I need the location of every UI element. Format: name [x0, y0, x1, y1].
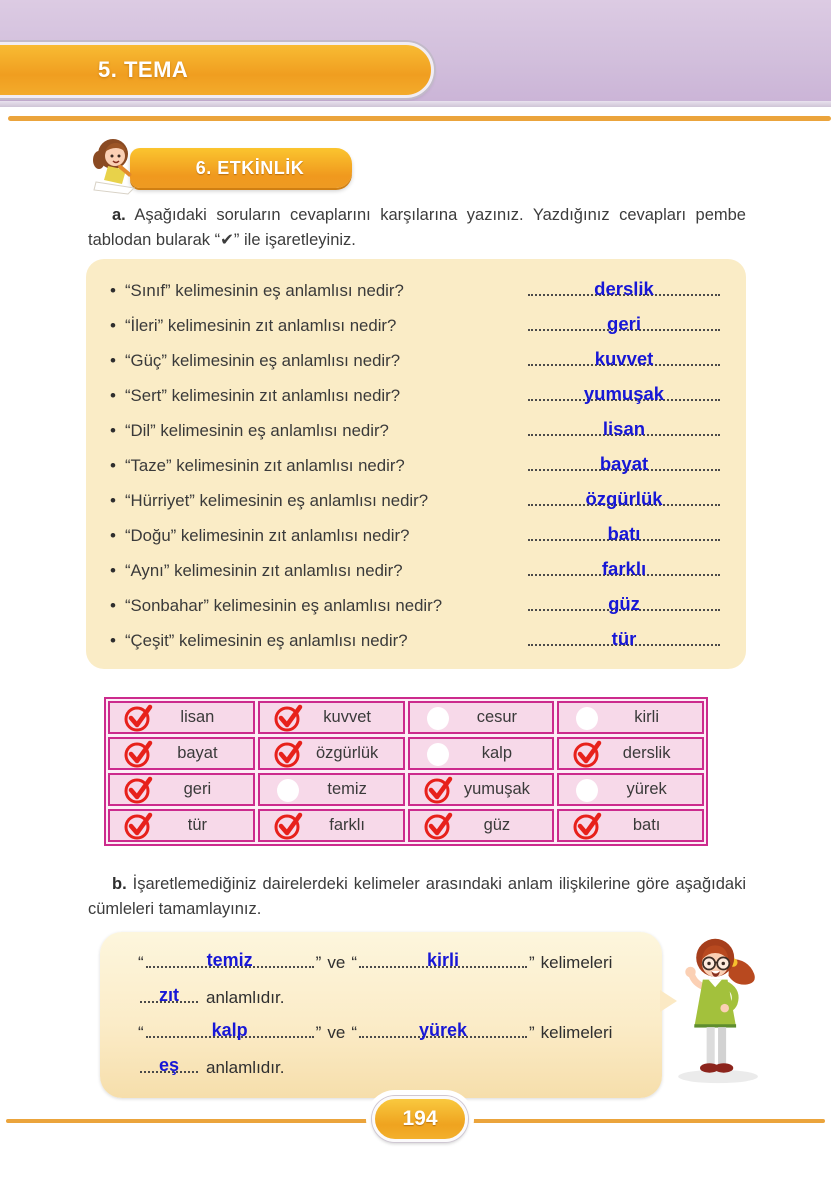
fill-blank: [359, 1016, 527, 1038]
handwritten-answer: kalp: [211, 1020, 248, 1040]
bullet-icon: •: [110, 561, 116, 580]
table-word: cesur: [476, 708, 518, 726]
page-number: 194: [402, 1107, 438, 1130]
sentence-line: [138, 981, 644, 1016]
handwritten-answer: geri: [607, 313, 641, 334]
handwritten-answer: özgürlük: [585, 488, 663, 509]
sentence-word: anlamlıdır.: [206, 1058, 285, 1077]
fill-blank: [140, 1051, 198, 1073]
question-row: [110, 447, 720, 482]
empty-circle-icon: [277, 779, 299, 802]
word-table: [104, 697, 708, 846]
empty-circle-icon: [576, 779, 598, 802]
bullet-icon: •: [110, 386, 116, 405]
handwritten-answer: güz: [608, 593, 640, 614]
check-circle: [573, 775, 605, 805]
word-cell: [408, 773, 555, 806]
bullet-icon: •: [110, 596, 116, 615]
word-cell: [557, 773, 704, 806]
table-word: güz: [483, 816, 511, 834]
check-circle: [573, 739, 605, 769]
check-circle: [124, 811, 156, 841]
empty-circle-icon: [427, 707, 449, 730]
question-row: [110, 307, 720, 342]
table-word: farklı: [329, 816, 365, 834]
word-cell: [408, 737, 555, 770]
word-cell: [108, 809, 255, 842]
answer-blank: [528, 552, 720, 579]
check-icon: [124, 774, 156, 806]
table-word: batı: [632, 816, 661, 834]
answer-blank: [528, 412, 720, 439]
question-text: “Sert” kelimesinin zıt anlamlısı nedir?: [124, 386, 401, 405]
handwritten-answer: bayat: [599, 453, 649, 474]
answer-blank: [528, 517, 720, 544]
connector-word: ve: [327, 953, 346, 972]
table-word: tür: [187, 816, 207, 834]
bullet-icon: •: [110, 456, 116, 475]
word-cell: [557, 809, 704, 842]
handwritten-answer: yumuşak: [583, 383, 665, 404]
instruction-b-text: İşaretlemediğiniz dairelerdeki kelimeler arasındaki anlam ilişkilerine göre aşağıdaki cümleleri tamamlayınız.: [88, 875, 746, 918]
question-row: [110, 272, 720, 307]
header-divider-line: [8, 116, 831, 121]
check-icon: [124, 810, 156, 842]
handwritten-answer: derslik: [594, 278, 654, 299]
check-icon: [424, 810, 456, 842]
answer-blank: [528, 622, 720, 649]
check-icon: [573, 738, 605, 770]
word-cell: [108, 701, 255, 734]
theme-header: [0, 0, 831, 107]
word-cell: [557, 701, 704, 734]
handwritten-answer: batı: [607, 523, 641, 544]
word-cell: [258, 809, 405, 842]
check-icon: [274, 738, 306, 770]
bullet-icon: •: [110, 526, 116, 545]
question-text: “Sonbahar” kelimesinin eş anlamlısı nedir?: [124, 596, 443, 615]
page-number-badge: [372, 1096, 468, 1142]
instruction-a-prefix: a.: [112, 206, 126, 224]
question-row: [110, 482, 720, 517]
table-word: yürek: [626, 780, 667, 798]
table-word: özgürlük: [315, 744, 379, 762]
answer-blank: [528, 482, 720, 509]
sentence-line: [138, 946, 644, 981]
bullet-icon: •: [110, 316, 116, 335]
bullet-icon: •: [110, 631, 116, 650]
handwritten-answer: zıt: [159, 985, 179, 1005]
sentence-word: anlamlıdır.: [206, 988, 285, 1007]
question-text: “Aynı” kelimesinin zıt anlamlısı nedir?: [124, 561, 403, 580]
question-row: [110, 342, 720, 377]
empty-circle-icon: [427, 743, 449, 766]
fill-blank: [146, 946, 314, 968]
check-circle: [573, 811, 605, 841]
check-circle: [274, 811, 306, 841]
question-row: [110, 587, 720, 622]
question-text: “Hürriyet” kelimesinin eş anlamlısı nedir?: [124, 491, 429, 510]
question-row: [110, 622, 720, 657]
question-text: “Dil” kelimesinin eş anlamlısı nedir?: [124, 421, 389, 440]
table-word: temiz: [327, 780, 367, 798]
table-word: kirli: [634, 708, 659, 726]
check-icon: [124, 702, 156, 734]
theme-banner: [0, 42, 434, 98]
check-icon: [274, 810, 306, 842]
word-cell: [258, 773, 405, 806]
handwritten-answer: tür: [611, 628, 637, 649]
question-text: “Sınıf” kelimesinin eş anlamlısı nedir?: [124, 281, 404, 300]
connector-word: ve: [327, 1023, 346, 1042]
word-cell: [108, 773, 255, 806]
check-circle: [424, 703, 456, 733]
check-circle: [274, 739, 306, 769]
quote-mark: ”: [528, 953, 535, 972]
check-icon: [424, 774, 456, 806]
girl-character-illustration: [665, 934, 773, 1086]
question-row: [110, 517, 720, 552]
fill-blank: [359, 946, 527, 968]
question-text: “Doğu” kelimesinin zıt anlamlısı nedir?: [124, 526, 410, 545]
check-icon: [124, 738, 156, 770]
word-cell: [408, 701, 555, 734]
word-cell: [557, 737, 704, 770]
activity-title: 6. ETKİNLİK: [195, 157, 305, 178]
handwritten-answer: kuvvet: [594, 348, 654, 369]
quote-mark: ”: [315, 953, 322, 972]
check-icon: [274, 702, 306, 734]
check-circle: [124, 739, 156, 769]
speech-bubble: [100, 932, 662, 1098]
instruction-b: [88, 872, 746, 922]
question-text: “İleri” kelimesinin zıt anlamlısı nedir?: [124, 316, 397, 335]
check-circle: [274, 775, 306, 805]
handwritten-answer: yürek: [418, 1020, 467, 1040]
table-word: lisan: [180, 708, 215, 726]
check-circle: [124, 775, 156, 805]
question-text: “Taze” kelimesinin zıt anlamlısı nedir?: [124, 456, 405, 475]
instruction-a-text: Aşağıdaki soruların cevaplarını karşılarına yazınız. Yazdığınız cevapları pembe tablodan bularak “✔” ile işaretleyiniz.: [88, 206, 746, 249]
sentence-word: kelimeleri: [540, 953, 613, 972]
check-circle: [424, 811, 456, 841]
word-cell: [408, 809, 555, 842]
quote-mark: “: [138, 1023, 144, 1042]
theme-title: 5. TEMA: [98, 57, 189, 82]
handwritten-answer: farklı: [601, 558, 647, 579]
check-circle: [124, 703, 156, 733]
sentence-word: kelimeleri: [540, 1023, 613, 1042]
question-box: [86, 259, 746, 669]
answer-blank: [528, 377, 720, 404]
handwritten-answer: temiz: [206, 950, 253, 970]
sentence-line: [138, 1051, 644, 1086]
table-word: kuvvet: [323, 708, 371, 726]
word-cell: [258, 701, 405, 734]
question-text: “Güç” kelimesinin eş anlamlısı nedir?: [124, 351, 401, 370]
activity-banner: [130, 148, 352, 188]
check-circle: [274, 703, 306, 733]
check-circle: [424, 739, 456, 769]
check-icon: [573, 810, 605, 842]
instruction-b-prefix: b.: [112, 875, 127, 893]
handwritten-answer: lisan: [602, 418, 646, 439]
handwritten-answer: kirli: [426, 950, 459, 970]
writing-girl-icon: [86, 134, 148, 196]
answer-blank: [528, 587, 720, 614]
table-word: bayat: [177, 744, 218, 762]
bullet-icon: •: [110, 351, 116, 370]
question-row: [110, 377, 720, 412]
answer-blank: [528, 342, 720, 369]
quote-mark: “: [351, 953, 357, 972]
answer-blank: [528, 447, 720, 474]
completion-section: [100, 932, 780, 1098]
quote-mark: “: [351, 1023, 357, 1042]
check-circle: [573, 703, 605, 733]
question-row: [110, 412, 720, 447]
instruction-a: [88, 203, 746, 253]
bullet-icon: •: [110, 491, 116, 510]
answer-blank: [528, 272, 720, 299]
check-circle: [424, 775, 456, 805]
quote-mark: ”: [528, 1023, 535, 1042]
question-text: “Çeşit” kelimesinin eş anlamlısı nedir?: [124, 631, 408, 650]
table-word: kalp: [481, 744, 513, 762]
table-word: geri: [183, 780, 212, 798]
quote-mark: “: [138, 953, 144, 972]
fill-blank: [146, 1016, 314, 1038]
answer-blank: [528, 307, 720, 334]
table-word: yumuşak: [463, 780, 530, 798]
fill-blank: [140, 981, 198, 1003]
bullet-icon: •: [110, 281, 116, 300]
empty-circle-icon: [576, 707, 598, 730]
sentence-line: [138, 1016, 644, 1051]
question-row: [110, 552, 720, 587]
word-cell: [108, 737, 255, 770]
handwritten-answer: eş: [158, 1055, 180, 1075]
bullet-icon: •: [110, 421, 116, 440]
word-cell: [258, 737, 405, 770]
table-word: derslik: [622, 744, 671, 762]
quote-mark: ”: [315, 1023, 322, 1042]
